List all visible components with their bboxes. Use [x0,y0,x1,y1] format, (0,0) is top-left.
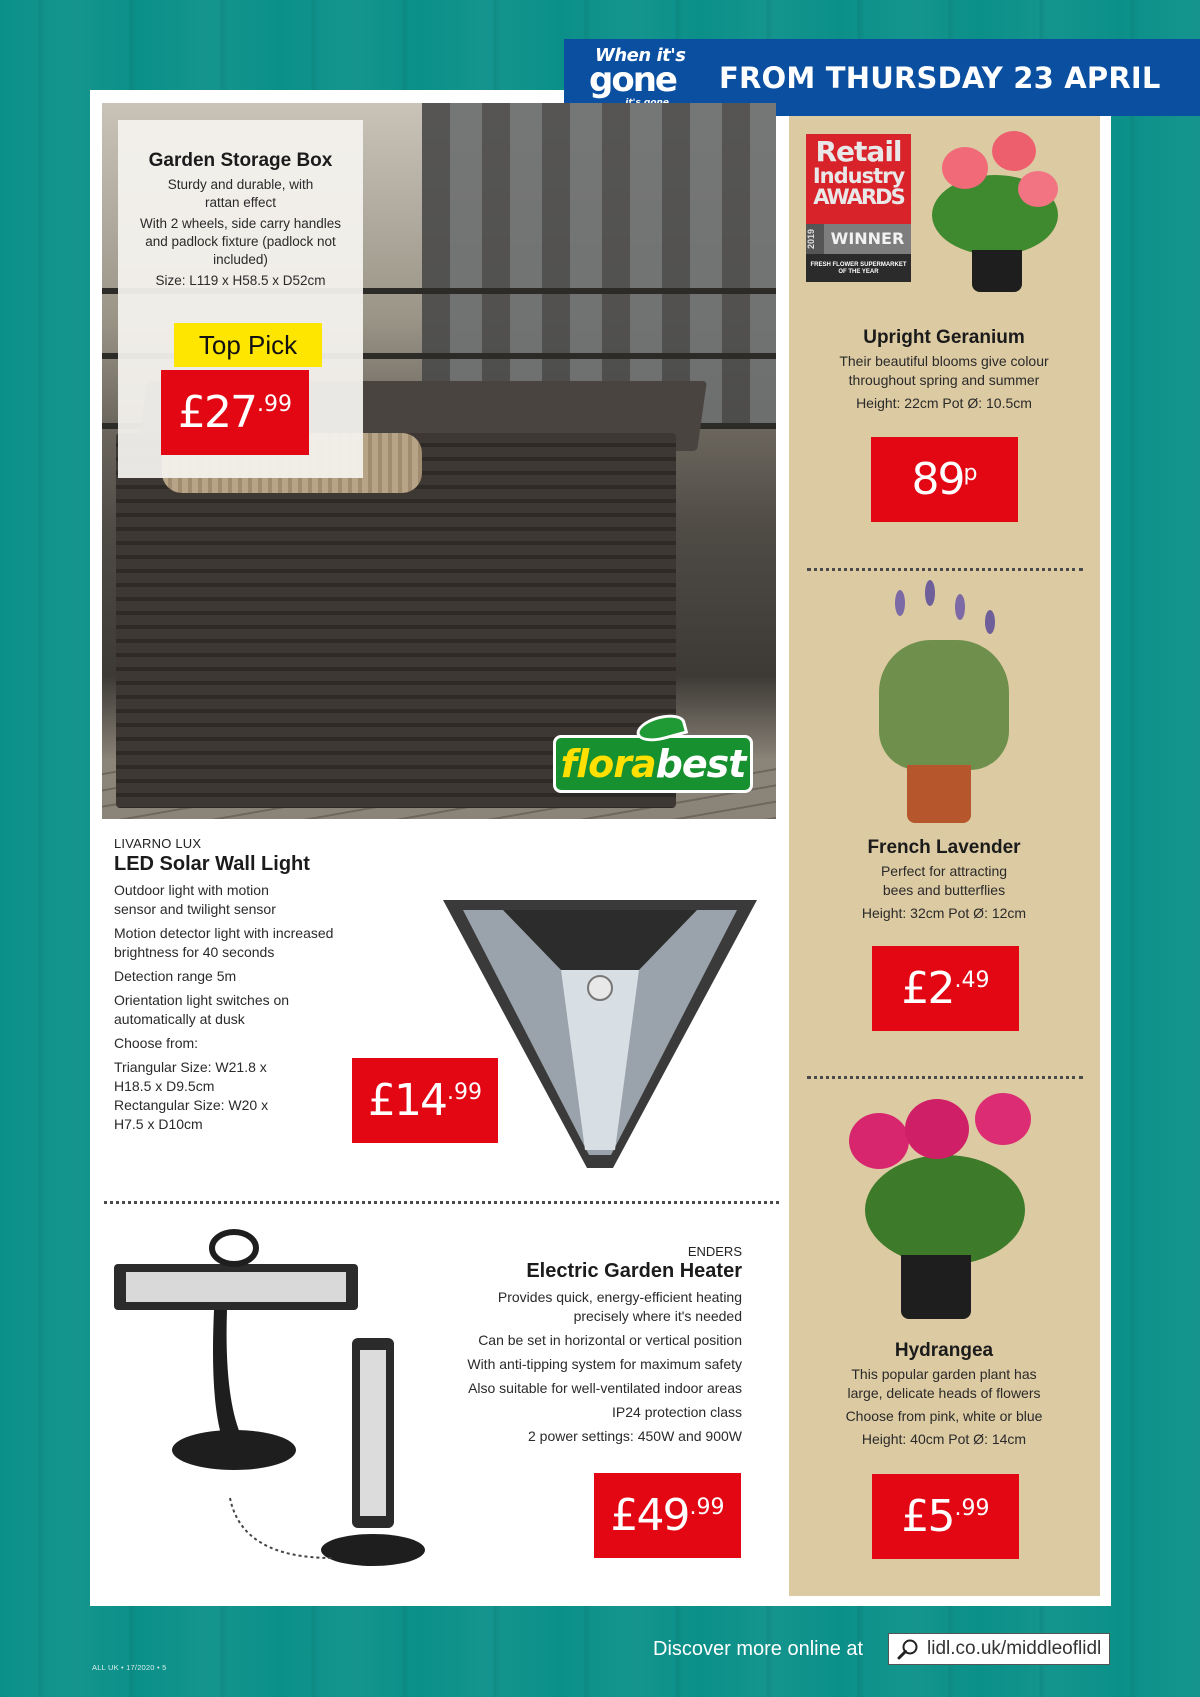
product-title: Garden Storage Box [148,150,333,171]
pot [901,1255,971,1319]
plant-title: Upright Geranium [863,327,1025,348]
price-tag-hydrangea [872,1474,1019,1559]
bloom [942,147,988,189]
award-line3: AWARDS [813,185,904,209]
product-desc: Can be set in horizontal or vertical position [478,1332,742,1348]
price-tag-heater [594,1473,741,1558]
retail-industry-award-badge [806,134,911,282]
website-url: lidl.co.uk/middleoflidl [927,1638,1102,1659]
discover-text: Discover more online at [653,1638,864,1660]
award-winner: WINNER [830,229,905,248]
bloom [1018,171,1058,207]
product-title: LED Solar Wall Light [114,853,310,875]
price-main: £27 [178,387,256,438]
product-desc: 2 power settings: 450W and 900W [527,1428,742,1444]
award-title [806,134,911,224]
product-desc: Sturdy and durable, with rattan effect [167,177,314,210]
product-desc: Size: L119 x H58.5 x D52cm [155,273,326,288]
product-desc: Also suitable for well-ventilated indoor areas [468,1380,742,1396]
product-desc: Outdoor light with motion sensor and twilight sensor [114,882,276,917]
top-pick-badge: Top Pick [174,323,322,367]
product-desc: Detection range 5m [114,968,237,984]
price-main: £49 [610,1490,689,1541]
price-main: £2 [901,963,954,1014]
award-line2: Industry [812,164,905,188]
foliage [879,640,1009,770]
building-backdrop [422,103,776,423]
plant-size: Height: 40cm Pot Ø: 14cm [861,1431,1027,1447]
award-winner-strip [806,224,911,254]
logo-part-flora: flora [560,742,656,786]
bloom [905,1099,969,1159]
edition-code: ALL UK • 17/2020 • 5 [92,1663,167,1672]
dotted-divider [807,1076,1083,1079]
price-pence: .99 [689,1495,725,1520]
price-main: £14 [368,1075,446,1126]
foliage [865,1155,1025,1265]
logo-line1: When it's [595,45,686,66]
magnifier-icon [897,1638,919,1660]
plant-geranium [800,327,1088,413]
product-desc: Provides quick, energy-efficient heating precisely where it's needed [497,1289,742,1324]
banner-headline: FROM THURSDAY 23 APRIL [719,60,1161,95]
bloom [849,1113,909,1169]
product-desc: Motion detector light with increased brightness for 40 seconds [114,925,334,960]
plant-desc: Their beautiful blooms give colour throughout spring and summer [839,353,1049,388]
award-category: FRESH FLOWER SUPERMARKET OF THE YEAR [806,254,911,282]
geranium-image [920,125,1070,295]
plant-title: French Lavender [867,837,1021,858]
pot [907,765,971,823]
price-tag-storage-box [161,370,309,455]
plant-hydrangea [800,1340,1088,1449]
bloom [975,1093,1031,1145]
solar-light-info [114,836,384,1134]
logo-line2: gone [589,60,676,100]
plant-option: Choose from pink, white or blue [845,1408,1043,1424]
price-tag-geranium [871,437,1018,522]
florabest-logo [553,735,753,793]
price-tag-solar-light [352,1058,498,1143]
bloom [992,131,1036,171]
award-line1: Retail [815,135,902,168]
website-link[interactable] [888,1633,1110,1665]
price-pence: .49 [954,968,990,993]
garden-heater-image [112,1228,452,1573]
award-year: 2019 [806,224,824,254]
price-pence: .99 [256,392,292,417]
product-brand: ENDERS [687,1244,742,1259]
plant-desc: Perfect for attracting bees and butterflies [880,863,1008,898]
plant-size: Height: 32cm Pot Ø: 12cm [861,905,1027,921]
product-desc: With anti-tipping system for maximum safety [467,1356,742,1372]
price-main: £5 [901,1491,954,1542]
plant-lavender [800,837,1088,923]
lavender-image [865,580,1025,830]
plant-desc: This popular garden plant has large, delicate heads of flowers [847,1366,1041,1401]
bloom [955,594,965,620]
plant-title: Hydrangea [894,1340,994,1361]
product-title: Electric Garden Heater [526,1260,742,1282]
price-tag-lavender [872,946,1019,1031]
heater-info [420,1244,742,1446]
pot [972,250,1022,292]
bloom [925,580,935,606]
product-brand: LIVARNO LUX [114,836,202,851]
price-pence: .99 [446,1080,482,1105]
product-desc: IP24 protection class [612,1404,742,1420]
product-desc: With 2 wheels, side carry handles and padlock fixture (padlock not included) [139,216,342,267]
product-desc: Choose from: [114,1035,199,1051]
product-desc: Triangular Size: W21.8 x H18.5 x D9.5cm Rectangular Size: W20 x H7.5 x D10cm [114,1059,269,1132]
bloom [895,590,905,616]
dotted-divider [807,568,1083,571]
hydrangea-image [845,1085,1045,1325]
price-pence: .99 [954,1496,990,1521]
plant-size: Height: 22cm Pot Ø: 10.5cm [856,395,1032,411]
product-desc: Orientation light switches on automatically at dusk [114,992,290,1027]
price-suffix: p [963,461,978,486]
dotted-divider [104,1201,779,1204]
price-main: 89 [911,454,964,505]
bloom [985,610,995,634]
logo-part-best: best [655,742,746,786]
